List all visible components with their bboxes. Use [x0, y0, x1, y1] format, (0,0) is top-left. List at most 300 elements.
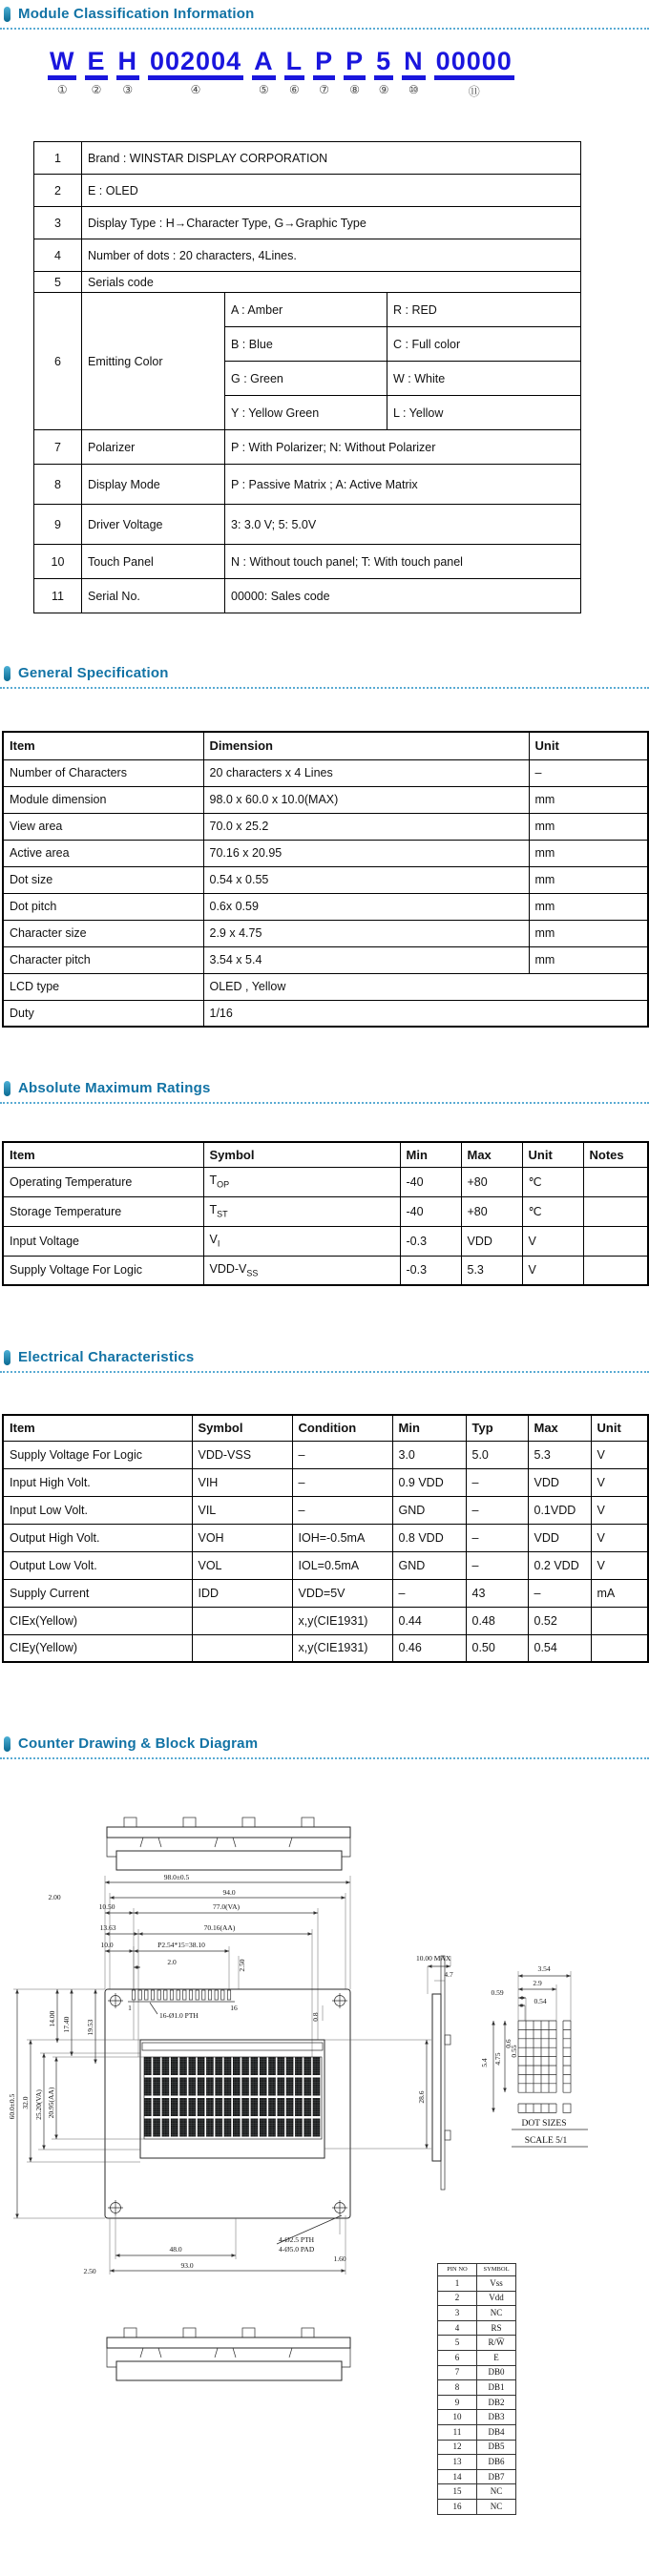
cell-item: Character size [3, 920, 203, 946]
cell-unit: mm [529, 866, 648, 893]
col-dimension: Dimension [203, 732, 529, 759]
cell-pin-no: 10 [438, 2410, 477, 2425]
cell-item: Dot size [3, 866, 203, 893]
part-number-segment [148, 48, 243, 96]
row-no: 8 [34, 465, 82, 505]
cell-symbol: E [477, 2350, 516, 2365]
section-bar-icon [4, 1350, 10, 1365]
cell-symbol: NC [477, 2499, 516, 2514]
col-unit: Unit [522, 1142, 583, 1167]
dotted-divider [0, 1757, 649, 1759]
cell-pin-no: 16 [438, 2499, 477, 2514]
pin-row [438, 2455, 516, 2470]
table-row [34, 545, 581, 579]
cell-symbol: VDD-VSS [192, 1441, 292, 1468]
row-no: 11 [34, 579, 82, 613]
cell-item: Supply Voltage For Logic [3, 1441, 192, 1468]
cell-unit [591, 1607, 648, 1634]
dim-label: P2.54*15=38.10 [157, 1941, 205, 1949]
row-label: Polarizer [82, 430, 225, 465]
row-value: P : With Polarizer; N: Without Polarizer [225, 430, 581, 465]
cell-symbol: $T_{ST}$ [203, 1196, 400, 1226]
dim-label: 77.0(VA) [213, 1902, 240, 1911]
table-row [34, 207, 581, 239]
cell-dimension: 20 characters x 4 Lines [203, 759, 529, 786]
cell-typ: 43 [466, 1579, 528, 1607]
pin-row [438, 2380, 516, 2396]
row-value: N : Without touch panel; T: With touch panel [225, 545, 581, 579]
cell-dimension: OLED , Yellow [203, 973, 648, 1000]
part-number-index: ⑥ [288, 83, 300, 97]
dim-label: 93.0 [180, 2261, 194, 2270]
table-header-row [3, 1415, 648, 1441]
cell-unit: mm [529, 920, 648, 946]
section-title: General Specification [18, 665, 169, 681]
dotted-divider [0, 28, 649, 30]
abs-max-table [2, 1141, 649, 1286]
part-number-segment [434, 48, 514, 99]
cell-symbol: DB2 [477, 2395, 516, 2410]
side-view [416, 1954, 453, 2190]
table-row [3, 1468, 648, 1496]
table-row [3, 1441, 648, 1468]
cell-min: 0.46 [392, 1634, 466, 1662]
cell-max: 0.2 VDD [528, 1551, 591, 1579]
cell-min: GND [392, 1496, 466, 1524]
pin-row [132, 1990, 230, 2000]
cell-unit: V [522, 1226, 583, 1256]
color-cell: C : Full color [387, 327, 581, 362]
pin-row [438, 2350, 516, 2365]
table-row [34, 272, 581, 293]
table-row [3, 1607, 648, 1634]
cell-max: 0.52 [528, 1607, 591, 1634]
dot-size-detail [480, 1964, 588, 2147]
cell-unit: mm [529, 946, 648, 973]
dim-label: 32.0 [21, 2096, 30, 2109]
table-header-row [3, 732, 648, 759]
front-view [105, 1989, 350, 2218]
part-number-segment [344, 48, 366, 96]
cell-dimension: 98.0 x 60.0 x 10.0(MAX) [203, 786, 529, 813]
cell-dimension: 1/16 [203, 1000, 648, 1027]
counter-drawing [0, 1803, 649, 2576]
cell-pin-no: 15 [438, 2484, 477, 2500]
cell-symbol [192, 1607, 292, 1634]
dotted-divider [0, 1371, 649, 1373]
cell-typ: 0.50 [466, 1634, 528, 1662]
table-row [3, 1196, 648, 1226]
col-symbol: Symbol [203, 1142, 400, 1167]
part-number [48, 48, 523, 99]
cell-unit: V [591, 1468, 648, 1496]
part-number-text: N [402, 48, 426, 80]
pin-row [438, 2320, 516, 2336]
dim-label: 98.0±0.5 [163, 1873, 190, 1881]
color-cell: Y : Yellow Green [225, 396, 387, 430]
cell-item: Active area [3, 840, 203, 866]
pin-row [438, 2484, 516, 2500]
cell-symbol: DB7 [477, 2469, 516, 2484]
col-unit: Unit [591, 1415, 648, 1441]
cell-symbol: NC [477, 2306, 516, 2321]
table-row [34, 465, 581, 505]
part-number-index: ① [56, 83, 68, 97]
pin-row [438, 2365, 516, 2380]
cell-condition: – [292, 1468, 392, 1496]
cell-item: Operating Temperature [3, 1167, 203, 1196]
cell-notes [583, 1256, 648, 1285]
row-no: 2 [34, 175, 82, 207]
pth-label: 4-Ø2.5 PTH [279, 2235, 315, 2244]
pin-row [438, 2440, 516, 2455]
cell-symbol: VOH [192, 1524, 292, 1551]
part-number-text: 5 [374, 48, 393, 80]
row-label: Driver Voltage [82, 505, 225, 545]
table-row [34, 293, 581, 327]
part-number-index: ⑩ [408, 83, 419, 97]
pin-row [438, 2499, 516, 2514]
dim-label: 0.59 [491, 1988, 504, 1997]
cell-max: – [528, 1579, 591, 1607]
cell-symbol: DB5 [477, 2440, 516, 2455]
cell-unit: V [591, 1524, 648, 1551]
table-row [3, 1167, 648, 1196]
cell-pin-no: 9 [438, 2395, 477, 2410]
cell-symbol: VIH [192, 1468, 292, 1496]
cell-condition: VDD=5V [292, 1579, 392, 1607]
dim-label: 70.16(AA) [203, 1923, 236, 1932]
cell-dimension: 3.54 x 5.4 [203, 946, 529, 973]
cell-min: -40 [400, 1196, 461, 1226]
section-bar-icon [4, 1081, 10, 1096]
bottom-dimensions [83, 2215, 345, 2275]
row-no: 9 [34, 505, 82, 545]
part-number-index: ⑪ [468, 85, 480, 99]
row-label: Emitting Color [82, 293, 225, 430]
section-electrical-characteristics [0, 1349, 649, 1373]
color-cell: R : RED [387, 293, 581, 327]
color-cell: A : Amber [225, 293, 387, 327]
col-symbol: SYMBOL [477, 2264, 516, 2276]
cell-min: – [392, 1579, 466, 1607]
cell-unit: mm [529, 893, 648, 920]
dim-label: 4.7 [444, 1970, 453, 1979]
dim-label: 3.54 [537, 1964, 551, 1973]
row-label: Serials code [82, 272, 581, 293]
table-row [3, 1256, 648, 1285]
cell-max: +80 [461, 1167, 522, 1196]
table-row [3, 1579, 648, 1607]
cell-unit: V [591, 1551, 648, 1579]
part-number-text: 002004 [148, 48, 243, 80]
pin-assignment-table [437, 2263, 516, 2515]
dim-label: 19.53 [86, 2019, 94, 2036]
section-title: Module Classification Information [18, 6, 255, 22]
cell-item: Input High Volt. [3, 1468, 192, 1496]
col-min: Min [400, 1142, 461, 1167]
part-number-text: P [344, 48, 366, 80]
col-unit: Unit [529, 732, 648, 759]
cell-pin-no: 4 [438, 2320, 477, 2336]
cell-item: Supply Voltage For Logic [3, 1256, 203, 1285]
cell-item: View area [3, 813, 203, 840]
cell-typ: – [466, 1524, 528, 1551]
part-number-text: L [284, 48, 305, 80]
row-value: P : Passive Matrix ; A: Active Matrix [225, 465, 581, 505]
cell-symbol: $T_{OP}$ [203, 1167, 400, 1196]
cell-dimension: 0.54 x 0.55 [203, 866, 529, 893]
pin-row [438, 2291, 516, 2306]
cell-pin-no: 8 [438, 2380, 477, 2396]
cell-item: LCD type [3, 973, 203, 1000]
table-row [3, 759, 648, 786]
dim-label: 0.8 [311, 2012, 320, 2022]
dim-label: 94.0 [222, 1888, 236, 1897]
part-number-text: 00000 [434, 48, 514, 80]
cell-symbol [192, 1634, 292, 1662]
section-title: Counter Drawing & Block Diagram [18, 1735, 259, 1752]
part-number-segment [313, 48, 335, 96]
dim-label: 1.60 [333, 2254, 346, 2263]
cell-symbol: DB6 [477, 2455, 516, 2470]
table-row [3, 920, 648, 946]
table-row [34, 505, 581, 545]
table-row [3, 1551, 648, 1579]
section-bar-icon [4, 666, 10, 681]
row-value: 3: 3.0 V; 5: 5.0V [225, 505, 581, 545]
cell-item: Module dimension [3, 786, 203, 813]
dim-label: 28.6 [417, 2090, 426, 2104]
cell-item: Input Low Volt. [3, 1496, 192, 1524]
cell-notes [583, 1226, 648, 1256]
cell-dimension: 70.0 x 25.2 [203, 813, 529, 840]
part-number-index: ④ [190, 83, 201, 97]
dim-label: 2.50 [83, 2267, 96, 2275]
section-counter-drawing [0, 1735, 649, 1759]
cell-pin-no: 13 [438, 2455, 477, 2470]
row-no: 5 [34, 272, 82, 293]
dot-scale-label: SCALE 5/1 [524, 2136, 568, 2146]
cell-dimension: 2.9 x 4.75 [203, 920, 529, 946]
cell-symbol: DB4 [477, 2424, 516, 2440]
cell-symbol: VIL [192, 1496, 292, 1524]
dot-sizes-label: DOT SIZES [521, 2119, 567, 2129]
cell-unit: V [522, 1256, 583, 1285]
cell-typ: – [466, 1551, 528, 1579]
dot-matrix [144, 2057, 322, 2139]
cell-condition: – [292, 1496, 392, 1524]
dim-label: 0.6 [504, 2039, 513, 2048]
dim-label: 13.63 [99, 1923, 116, 1932]
pin-row [438, 2395, 516, 2410]
dim-label: 60.0±0.5 [8, 2093, 16, 2120]
row-no: 6 [34, 293, 82, 430]
section-bar-icon [4, 1736, 10, 1752]
table-row [3, 1634, 648, 1662]
section-module-classification [0, 6, 649, 30]
row-no: 1 [34, 142, 82, 175]
cell-item: Number of Characters [3, 759, 203, 786]
table-row [3, 1000, 648, 1027]
cell-item: CIEy(Yellow) [3, 1634, 192, 1662]
cell-min: 0.9 VDD [392, 1468, 466, 1496]
cell-unit: ℃ [522, 1167, 583, 1196]
part-number-segment [85, 48, 107, 96]
part-number-index: ⑧ [349, 83, 361, 97]
row-label: Brand : WINSTAR DISPLAY CORPORATION [82, 142, 581, 175]
table-row [3, 813, 648, 840]
cell-unit: mm [529, 813, 648, 840]
part-number-text: W [48, 48, 76, 80]
cell-typ: – [466, 1496, 528, 1524]
cell-notes [583, 1196, 648, 1226]
cell-min: 3.0 [392, 1441, 466, 1468]
right-dimensions [324, 2040, 431, 2149]
cell-dimension: 70.16 x 20.95 [203, 840, 529, 866]
row-label: Touch Panel [82, 545, 225, 579]
part-number-segment [116, 48, 140, 96]
pin-number: 16 [230, 2004, 238, 2012]
table-row [34, 430, 581, 465]
section-title: Electrical Characteristics [18, 1349, 195, 1365]
table-header-row [438, 2264, 516, 2276]
part-number-segment [252, 48, 276, 96]
cell-min: -40 [400, 1167, 461, 1196]
pin-row [438, 2336, 516, 2351]
cell-max: 0.1VDD [528, 1496, 591, 1524]
left-dimensions [8, 1989, 144, 2218]
cell-pin-no: 1 [438, 2276, 477, 2292]
col-item: Item [3, 1142, 203, 1167]
dim-label: 2.00 [48, 1893, 61, 1901]
cell-item: CIEx(Yellow) [3, 1607, 192, 1634]
cell-item: Duty [3, 1000, 203, 1027]
part-number-index: ② [91, 83, 102, 97]
table-row [3, 1496, 648, 1524]
part-number-segment [284, 48, 305, 96]
color-cell: B : Blue [225, 327, 387, 362]
pad-label: 4-Ø5.0 PAD [279, 2245, 315, 2254]
table-row [3, 840, 648, 866]
part-number-index: ⑤ [258, 83, 269, 97]
col-symbol: Symbol [192, 1415, 292, 1441]
table-row [3, 973, 648, 1000]
cell-condition: x,y(CIE1931) [292, 1607, 392, 1634]
cell-symbol: R/W̅ [477, 2336, 516, 2351]
cell-condition: IOH=-0.5mA [292, 1524, 392, 1551]
col-item: Item [3, 732, 203, 759]
color-cell: W : White [387, 362, 581, 396]
part-number-index: ③ [122, 83, 134, 97]
row-no: 7 [34, 430, 82, 465]
table-header-row [3, 1142, 648, 1167]
cell-condition: – [292, 1441, 392, 1468]
cell-notes [583, 1167, 648, 1196]
dim-label: 10.0 [100, 1941, 114, 1949]
cell-item: Input Voltage [3, 1226, 203, 1256]
cell-symbol: NC [477, 2484, 516, 2500]
color-cell: G : Green [225, 362, 387, 396]
dim-label: 25.20(VA) [34, 2089, 43, 2120]
pin-row [438, 2410, 516, 2425]
pin-row [438, 2276, 516, 2292]
cell-max: VDD [528, 1468, 591, 1496]
cell-pin-no: 11 [438, 2424, 477, 2440]
color-cell: L : Yellow [387, 396, 581, 430]
cell-item: Character pitch [3, 946, 203, 973]
dotted-divider [0, 687, 649, 689]
cell-item: Output Low Volt. [3, 1551, 192, 1579]
col-max: Max [528, 1415, 591, 1441]
cell-item: Output High Volt. [3, 1524, 192, 1551]
pth-label: 16-Ø1.0 PTH [159, 2011, 199, 2020]
dim-label: 4.75 [493, 2052, 502, 2066]
dim-label: 10.50 [98, 1902, 115, 1911]
cell-symbol: IDD [192, 1579, 292, 1607]
dim-label: 0.54 [534, 1997, 547, 2005]
dim-label: 20.95(AA) [47, 2087, 55, 2119]
cell-pin-no: 7 [438, 2365, 477, 2380]
cell-unit [591, 1634, 648, 1662]
part-number-text: A [252, 48, 276, 80]
part-number-index: ⑦ [319, 83, 329, 97]
dim-label: 2.9 [533, 1979, 542, 1987]
cell-symbol: VOL [192, 1551, 292, 1579]
cell-min: 0.44 [392, 1607, 466, 1634]
part-number-text: E [85, 48, 107, 80]
dotted-divider [0, 1102, 649, 1104]
cell-symbol: VDD-$V_{SS}$ [203, 1256, 400, 1285]
dim-label: 14.00 [48, 2010, 56, 2027]
table-row [3, 866, 648, 893]
cell-pin-no: 12 [438, 2440, 477, 2455]
row-label: Number of dots : 20 characters, 4Lines. [82, 239, 581, 272]
cell-symbol: DB0 [477, 2365, 516, 2380]
col-max: Max [461, 1142, 522, 1167]
cell-dimension: 0.6x 0.59 [203, 893, 529, 920]
table-row [3, 946, 648, 973]
cell-unit: V [591, 1496, 648, 1524]
cell-typ: 0.48 [466, 1607, 528, 1634]
pin-number: 1 [128, 2004, 132, 2012]
part-number-text: H [116, 48, 140, 80]
cell-symbol: Vdd [477, 2291, 516, 2306]
row-label: E : OLED [82, 175, 581, 207]
table-row [3, 1226, 648, 1256]
col-notes: Notes [583, 1142, 648, 1167]
part-number-segment [374, 48, 393, 96]
part-number-segment [402, 48, 426, 96]
table-row [34, 239, 581, 272]
dim-label: 10.00 MAX [416, 1954, 451, 1963]
pin-row [438, 2306, 516, 2321]
pin-row [438, 2469, 516, 2484]
general-spec-table [2, 731, 649, 1028]
col-typ: Typ [466, 1415, 528, 1441]
row-no: 3 [34, 207, 82, 239]
cell-max: 5.3 [461, 1256, 522, 1285]
col-item: Item [3, 1415, 192, 1441]
top-profile-view [107, 1818, 350, 1870]
dim-label: 5.4 [480, 2058, 489, 2067]
row-label: Display Type : H→Character Type, G→Graphic Type [82, 207, 581, 239]
cell-max: VDD [528, 1524, 591, 1551]
cell-symbol: Vss [477, 2276, 516, 2292]
cell-unit: – [529, 759, 648, 786]
cell-min: -0.3 [400, 1256, 461, 1285]
pin-row [438, 2424, 516, 2440]
